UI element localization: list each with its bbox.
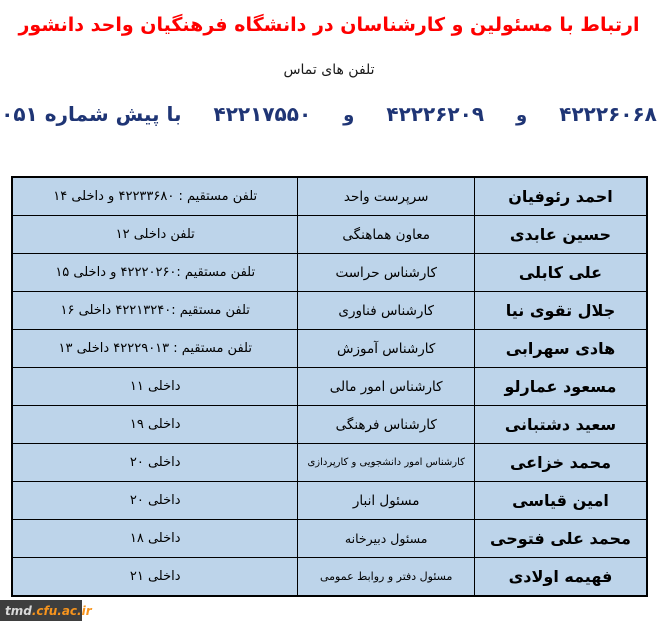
phone-number-3: ۴۲۲۱۷۵۵۰ xyxy=(213,102,312,126)
table-row xyxy=(12,177,647,216)
phone-cell: تلفن مستقیم : ۴۲۲۳۳۶۸۰ و داخلی ۱۴ xyxy=(12,177,298,216)
name-cell: جلال تقوی نیا xyxy=(474,292,647,330)
table-row xyxy=(12,368,647,406)
name-cell: مسعود عمارلو xyxy=(474,368,647,406)
watermark xyxy=(0,600,92,621)
position-cell: کارشناس حراست xyxy=(298,254,475,292)
contacts-table xyxy=(11,176,648,597)
table-row xyxy=(12,482,647,520)
name-cell: هادی سهرابی xyxy=(474,330,647,368)
position-cell: سرپرست واحد xyxy=(298,177,475,216)
name-cell: احمد رئوفیان xyxy=(474,177,647,216)
table-row xyxy=(12,292,647,330)
position-cell: معاون هماهنگی xyxy=(298,216,475,254)
name-cell: فهیمه اولادی xyxy=(474,558,647,597)
phone-cell: داخلی ۲۰ xyxy=(12,482,298,520)
phone-cell: داخلی ۱۹ xyxy=(12,406,298,444)
table-row xyxy=(12,558,647,597)
table-row xyxy=(12,216,647,254)
position-cell: مسئول انبار xyxy=(298,482,475,520)
position-cell: کارشناس فناوری xyxy=(298,292,475,330)
name-cell: محمد علی فتوحی xyxy=(474,520,647,558)
table-row xyxy=(12,406,647,444)
position-cell: مسئول دفتر و روابط عمومی xyxy=(298,558,475,597)
position-cell: مسئول دبیرخانه xyxy=(298,520,475,558)
phone-cell: داخلی ۲۱ xyxy=(12,558,298,597)
phone-cell: داخلی ۲۰ xyxy=(12,444,298,482)
position-cell: کارشناس آموزش xyxy=(298,330,475,368)
watermark-site-prefix: tmd xyxy=(5,603,32,618)
conjunction-2: و xyxy=(343,105,355,126)
name-cell: محمد خزاعی xyxy=(474,444,647,482)
phone-cell: تلفن داخلی ۱۲ xyxy=(12,216,298,254)
name-cell: سعید دشتبانی xyxy=(474,406,647,444)
phone-cell: تلفن مستقیم :۴۲۲۲۰۲۶۰ و داخلی ۱۵ xyxy=(12,254,298,292)
table-row xyxy=(12,330,647,368)
position-cell: کارشناس فرهنگی xyxy=(298,406,475,444)
phone-cell: داخلی ۱۸ xyxy=(12,520,298,558)
position-cell: کارشناس امور دانشجویی و کارپردازی xyxy=(298,444,475,482)
phone-numbers-line xyxy=(0,102,658,126)
table-row xyxy=(12,520,647,558)
area-code-note: با پیش شماره ۰۵۱ xyxy=(1,102,182,126)
phone-cell: تلفن مستقیم : ۴۲۲۲۹۰۱۳ داخلی ۱۳ xyxy=(12,330,298,368)
page-title: ارتباط با مسئولین و کارشناسان در دانشگاه فرهنگیان واحد دانشور xyxy=(18,14,640,36)
conjunction-1: و xyxy=(516,105,528,126)
table-row xyxy=(12,444,647,482)
position-cell: کارشناس امور مالی xyxy=(298,368,475,406)
contact-subtitle: تلفن های تماس xyxy=(283,62,375,78)
name-cell: امین قیاسی xyxy=(474,482,647,520)
table-row xyxy=(12,254,647,292)
name-cell: علی کابلی xyxy=(474,254,647,292)
phone-cell: تلفن مستقیم :۴۲۲۱۳۲۴۰ داخلی ۱۶ xyxy=(12,292,298,330)
phone-number-2: ۴۲۲۲۶۲۰۹ xyxy=(386,102,485,126)
phone-cell: داخلی ۱۱ xyxy=(12,368,298,406)
watermark-site-suffix: .cfu.ac.ir xyxy=(31,603,92,618)
name-cell: حسین عابدی xyxy=(474,216,647,254)
phone-number-1: ۴۲۲۲۶۰۶۸ xyxy=(559,102,657,126)
